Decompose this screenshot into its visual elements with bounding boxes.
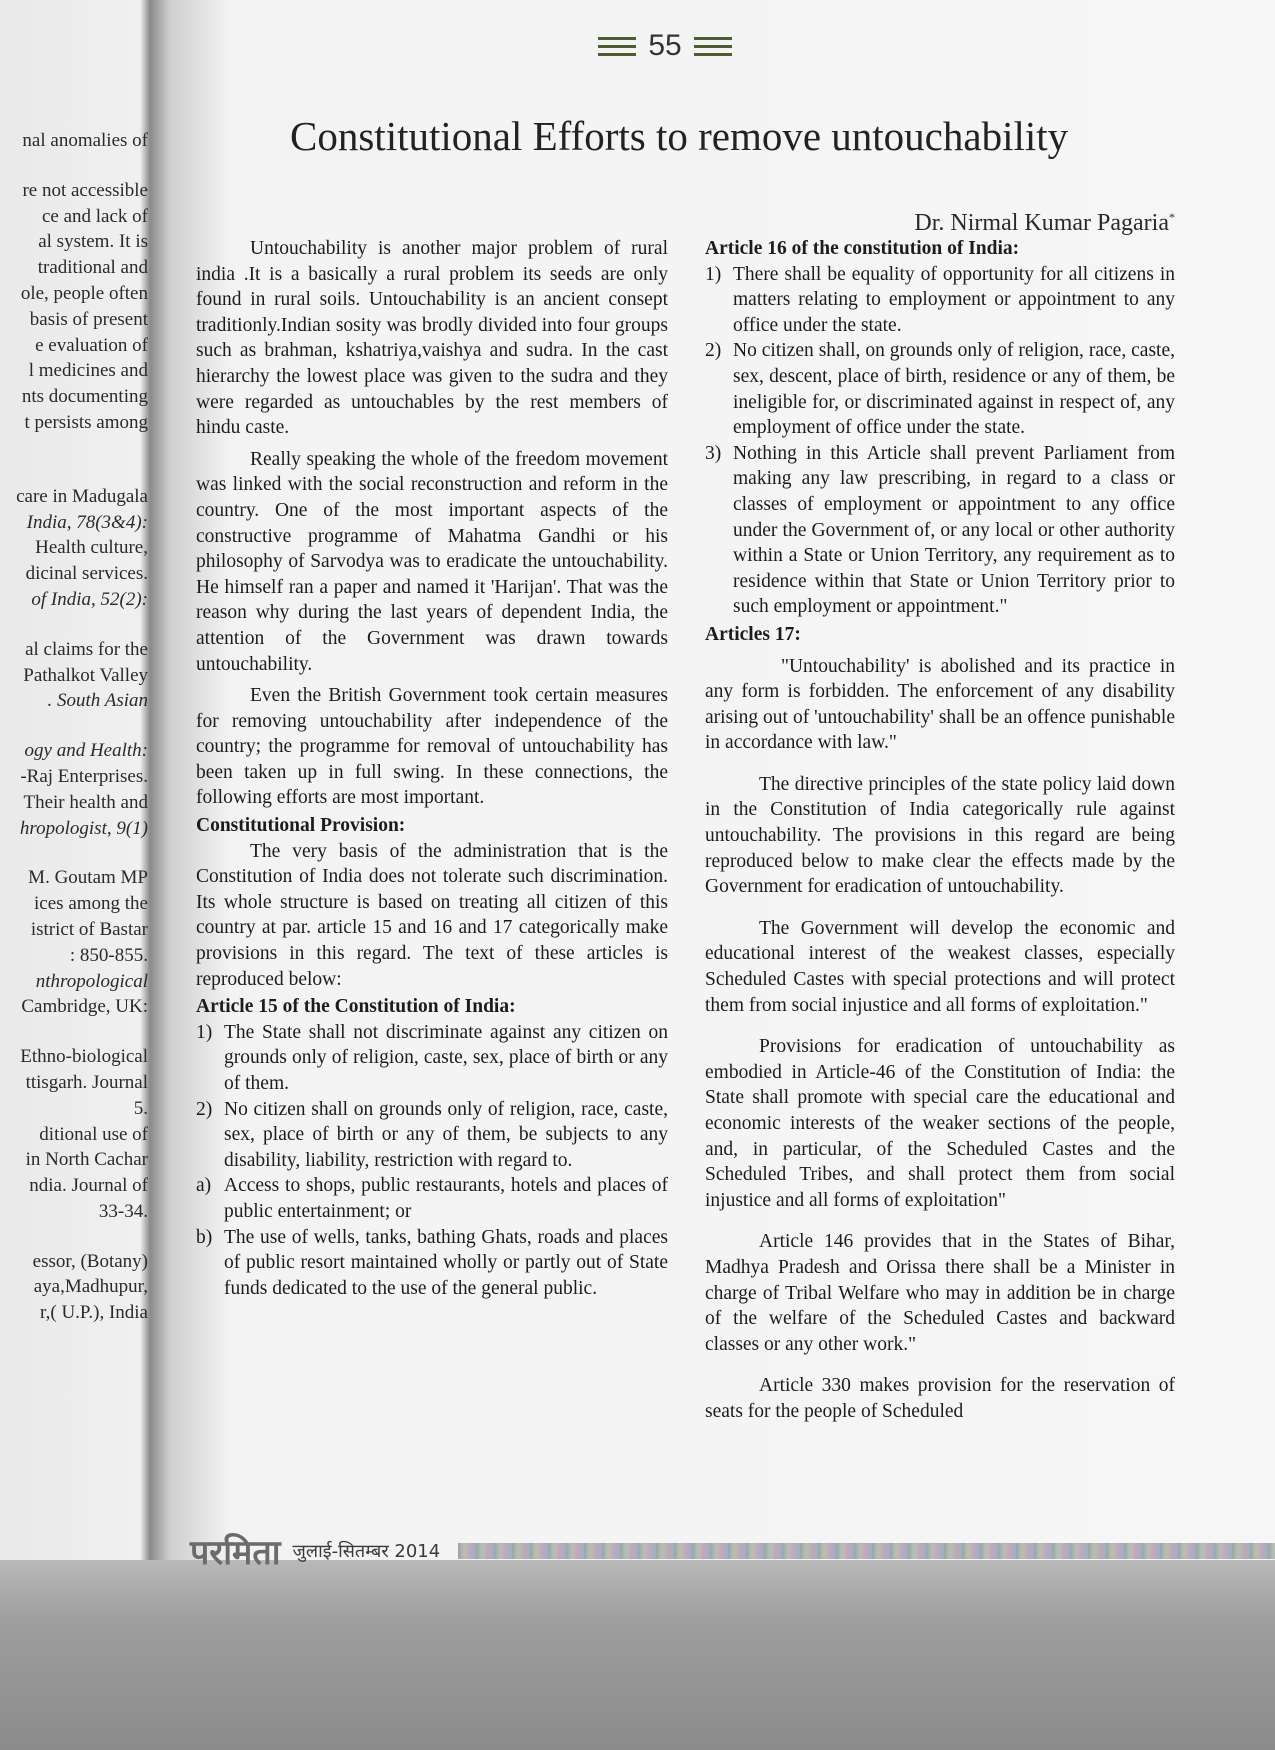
facing-page-fragment [0,128,150,1326]
paragraph: The very basis of the administration that is the Constitution of India does not tolerate such discrimination. Its whole structure is based on treating all citizen of this country at par. article 15 and 16 and 17 categorically make provisions in this regard. The text of these articles is reproduced below: [196,840,668,990]
list-number: 3) [705,442,722,464]
article-16-list [705,262,1175,620]
list-text: There shall be equality of opportunity for all citizens in matters relating to employment or appointment to any office under the state. [733,263,1175,336]
fragment-line: al system. It is [38,231,148,253]
page-number: 55 [648,29,682,62]
fragment-line: Pathalkot Valley [23,664,148,686]
list-number: 1) [196,1021,213,1043]
list-text: The State shall not discriminate against any citizen on grounds only of religion, caste, sex, place of birth or any of them. [224,1021,668,1094]
fragment-line: ogy and Health: [24,740,148,762]
list-item [196,1173,668,1224]
list-number: 1) [705,263,722,285]
section-heading: Article 15 of the Constitution of India: [196,996,516,1018]
fragment-line: traditional and [37,257,148,279]
section-heading: Article 16 of the constitution of India: [705,238,1020,259]
list-item [705,262,1175,339]
fragment-line: r,( U.P.), India [40,1302,148,1324]
paragraph: Even the British Government took certain measures for removing untouchability after independence of the country; the programme for removal of untouchability has been taken up in full swing. In these connections, the following efforts are most important. [196,685,668,809]
decorative-bars-right [694,37,732,56]
fragment-line: nal anomalies of [22,130,148,151]
fragment-line: ditional use of [39,1123,148,1145]
fragment-line: Their health and [23,791,148,813]
fragment-line: nthropological [35,970,148,992]
fragment-line: essor, (Botany) [32,1250,148,1272]
fragment-line: ttisgarh. Journal [25,1071,148,1093]
page-number-header [580,20,750,72]
author-footnote-mark: * [1169,210,1175,224]
fragment-line: hropologist, 9(1) [19,817,148,839]
article-15-list [196,1020,668,1302]
fragment-line: -Raj Enterprises. [20,765,148,787]
line-gap [0,1225,150,1249]
paragraph: Really speaking the whole of the freedom movement was linked with the social reconstruction and reform in the country. One of the most important aspects of the constructive programme of Mahatma Gandhi or his philosophy of Sarvodya was to eradicate the untouchability. He himself ran a paper and named it 'Harijan'. That was the reason why during the last years of dependent India, the attention of the Government was drawn towards untouchability. [196,448,668,675]
list-item [196,1020,668,1097]
fragment-line: of India, 52(2): [31,588,148,610]
author-byline [914,210,1175,237]
article-title: Constitutional Efforts to remove untouchability [290,113,1069,159]
fragment-line: in North Cachar [25,1149,148,1171]
issue-date: जुलाई-सितम्बर 2014 [292,1541,441,1562]
list-number: 2) [705,340,722,362]
line-gap [0,613,150,637]
fragment-line: l medicines and [28,360,148,382]
fragment-line: Health culture, [35,537,148,559]
fragment-line: India, 78(3&4): [26,511,148,533]
list-text: Nothing in this Article shall prevent Parliament from making any law prescribing, in regard to a class or classes of employment or appointment to any office under the Government of, or any local or other authority within a State or Union Territory, any requirement as to residence within that State or Union Territory prior to such employment or appointment." [733,442,1175,618]
footer-decorative-rule [458,1543,1275,1559]
paragraph: The Government will develop the economic and educational interest of the weakest classes, especially Scheduled Castes with special protections and will protect them from social injustice and all forms of exploitation." [705,917,1175,1016]
paragraph: Article 146 provides that in the States of Bihar, Madhya Pradesh and Orissa there shall be a Minister in charge of Tribal Welfare who may in addition be in charge of the welfare of the Scheduled Castes and backward classes or any other work." [705,1231,1175,1355]
magazine-footer [160,1533,1275,1573]
line-gap [0,714,150,738]
fragment-line: : 850-855. [69,944,148,966]
line-gap [0,154,150,178]
list-item [196,1225,668,1302]
paragraph: Provisions for eradication of untouchability as embodied in Article-46 of the Constitution of India: the State shall promote with special care the educational and economic interests of the weaker sections of the people, and, in particular, of the Scheduled Castes and the Scheduled Tribes, and shall protect them from social injustice and all forms of exploitation" [705,1036,1175,1211]
section-heading: Constitutional Provision: [196,815,406,837]
list-text: The use of wells, tanks, bathing Ghats, roads and places of public resort maintained wholly or partly out of State funds dedicated to the use of the general public. [224,1226,668,1299]
left-text-column [196,236,668,1301]
line-gap [0,1020,150,1044]
fragment-line: care in Madugala [16,485,148,507]
fragment-line: aya,Madhupur, [33,1276,148,1298]
fragment-line: 5. [133,1097,148,1119]
list-number: b) [196,1226,213,1248]
list-number: 2) [196,1098,213,1120]
fragment-line: e evaluation of [35,334,148,356]
fragment-line: basis of present [29,308,148,330]
paragraph: The directive principles of the state policy laid down in the Constitution of India categorically rule against untouchability. The provisions in this regard are being reproduced below to make clear the effects made by the Government for eradication of untouchability. [705,773,1175,898]
list-item [705,338,1175,440]
fragment-line: . South Asian [47,690,148,712]
fragment-line: ndia. Journal of [29,1175,148,1197]
list-number: a) [196,1175,212,1197]
list-text: Access to shops, public restaurants, hotels and places of public entertainment; or [224,1175,668,1222]
scan-background-band [0,1560,1275,1750]
magazine-name: परमिता [190,1533,281,1573]
fragment-line: dicinal services. [25,563,148,585]
fragment-line: Cambridge, UK: [21,996,148,1018]
fragment-line: ices among the [34,893,148,915]
paragraph: "Untouchability' is abolished and its practice in any form is forbidden. The enforcement of any disability arising out of 'untouchability' shall be an offence punishable in accordance with law." [705,655,1175,754]
line-gap [0,841,150,865]
fragment-line: re not accessible [22,179,148,201]
fragment-line: 33-34. [98,1200,148,1222]
section-heading: Articles 17: [705,623,801,645]
list-text: No citizen shall on grounds only of religion, race, caste, sex, place of birth or any of them, be subjects to any disability, liability, restriction with regard to. [224,1098,668,1171]
fragment-line: al claims for the [25,638,148,660]
list-item [196,1097,668,1174]
list-text: No citizen shall, on grounds only of religion, race, caste, sex, descent, place of birth, residence or any of them, be ineligible for, or discriminated against in respect of, any employment of office under the state. [733,340,1175,439]
fragment-line: ole, people often [20,282,148,304]
fragment-line: M. Goutam MP [28,867,148,889]
fragment-line: t persists among [24,411,148,433]
decorative-bars-left [598,37,636,56]
paragraph: Article 330 makes provision for the reservation of seats for the people of Scheduled [705,1375,1175,1422]
line-gap [0,436,150,460]
fragment-line: istrict of Bastar [30,918,148,940]
author-name: Dr. Nirmal Kumar Pagaria [914,210,1169,236]
paragraph: Untouchability is another major problem of rural india .It is a basically a rural problem its seeds are only found in rural soils. Untouchability is an ancient consept traditionly.Indian sosity was brodly divided into four groups such as brahman, kshatriya,vaishya and sudra. In the cast hierarchy the lowest place was given to the sudra and they were regarded as untouchables by the rest members of hindu caste. [196,238,668,439]
fragment-line: Ethno-biological [20,1046,148,1068]
right-text-column [705,236,1175,1425]
fragment-line: nts documenting [21,386,148,408]
list-item [705,441,1175,620]
fragment-line: ce and lack of [41,205,148,227]
line-gap [0,460,150,484]
